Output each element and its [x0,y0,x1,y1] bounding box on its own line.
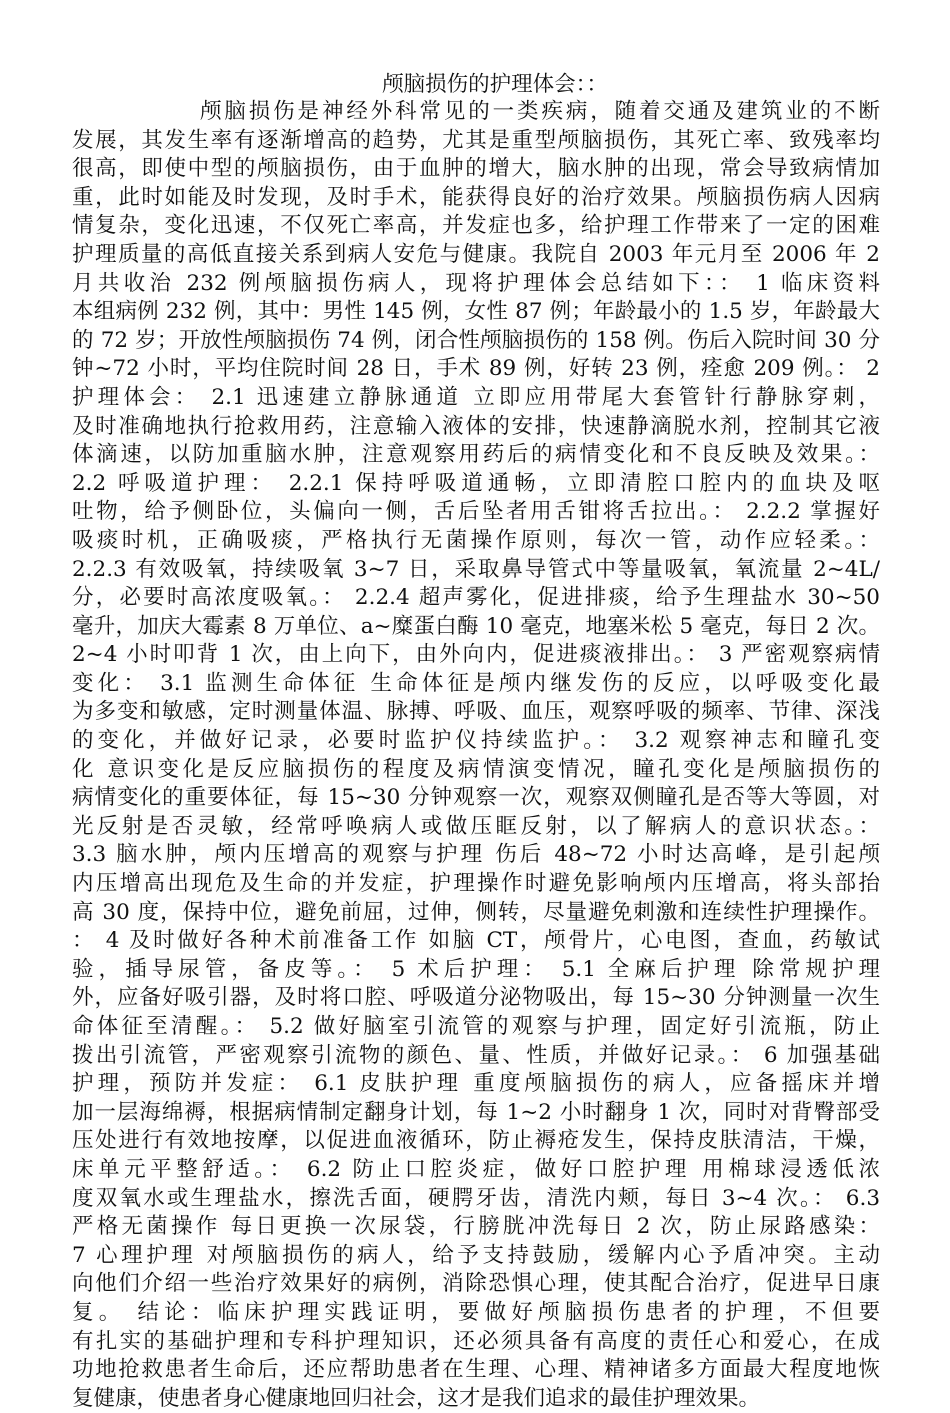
text-line: 颅脑损伤是神经外科常见的一类疾病，随着交通及建筑业的不断 [200,99,880,124]
text-line: 2~4 小时叩背 1 次，由上向下，由外向内，促进痰液排出。： 3 严密观察病情 [72,642,880,668]
text-line: 功地抢救患者生命后，还应帮助患者在生理、心理、精神诸多方面最大程度地恢 [72,1357,880,1383]
text-line: 7 心理护理 对颅脑损伤的病人，给予支持鼓励，缓解内心予盾冲突。主动 [72,1242,880,1268]
text-line: 的变化，并做好记录，必要时监护仪持续监护。： 3.2 观察神志和瞳孔变 [72,728,880,754]
text-line: 验，插导尿管，备皮等。： 5 术后护理： 5.1 全麻后护理 除常规护理 [72,956,880,982]
text-line: 及时准确地执行抢救用药，注意输入液体的安排，快速静滴脱水剂，控制其它液 [72,413,880,439]
text-line: 拨出引流管，严密观察引流物的颜色、量、性质，并做好记录。： 6 加强基础 [72,1042,880,1068]
text-line: 护理，预防并发症： 6.1 皮肤护理 重度颅脑损伤的病人，应备摇床并增 [72,1071,880,1097]
text-line: 命体征至清醒。： 5.2 做好脑室引流管的观察与护理，固定好引流瓶，防止 [72,1014,880,1039]
text-line: 分，必要时高浓度吸氧。： 2.2.4 超声雾化，促进排痰，给予生理盐水 30~50 [72,585,880,611]
document-title: 颅脑损伤的护理体会：： [382,72,608,97]
text-line: 高 30 度，保持中位，避免前屈，过伸，侧转，尽量避免刺激和连续性护理操作。 [72,899,880,925]
text-line: 变化： 3.1 监测生命体征 生命体征是颅内继发伤的反应，以呼吸变化最 [72,670,880,696]
text-line: 病情变化的重要体征，每 15~30 分钟观察一次，观察双侧瞳孔是否等大等圆，对 [72,785,880,811]
text-line: 2.2 呼吸道护理： 2.2.1 保持呼吸道通畅，立即清腔口腔内的血块及呕 [72,470,880,496]
text-line: 很高，即使中型的颅脑损伤，由于血肿的增大，脑水肿的出现，常会导致病情加 [72,156,880,182]
text-line: 内压增高出现危及生命的并发症，护理操作时避免影响颅内压增高，将头部抬 [72,871,880,897]
text-line: ： 4 及时做好各种术前准备工作 如脑 CT，颅骨片，心电图，查血，药敏试 [72,928,880,954]
text-line: 复。 结论：临床护理实践证明，要做好颅脑损伤患者的护理，不但要 [72,1299,880,1325]
text-line: 吐物，给予侧卧位，头偏向一侧，舌后坠者用舌钳将舌拉出。： 2.2.2 掌握好 [72,499,880,525]
text-line: 压处进行有效地按摩，以促进血液循环，防止褥疮发生，保持皮肤清洁，干燥， [72,1128,880,1154]
text-line: 严格无菌操作 每日更换一次尿袋，行膀胱冲洗每日 2 次，防止尿路感染： [72,1214,880,1240]
text-line: 护理质量的高低直接关系到病人安危与健康。我院自 2003 年元月至 2006 年 2 [72,241,880,267]
document-page [72,72,880,1413]
text-line: 发展，其发生率有逐渐增高的趋势，尤其是重型颅脑损伤，其死亡率、致残率均 [72,127,880,153]
text-line: 2.2.3 有效吸氧，持续吸氧 3~7 日，采取鼻导管式中等量吸氧，氧流量 2~4L/ [72,556,880,582]
text-line: 3.3 脑水肿，颅内压增高的观察与护理 伤后 48~72 小时达高峰，是引起颅 [72,842,880,868]
text-line: 外，应备好吸引器，及时将口腔、呼吸道分泌物吸出，每 15~30 分钟测量一次生 [72,985,880,1011]
text-line: 护理体会： 2.1 迅速建立静脉通道 立即应用带尾大套管针行静脉穿刺， [72,384,880,410]
text-line: 情复杂，变化迅速，不仅死亡率高，并发症也多，给护理工作带来了一定的困难 [72,213,880,239]
text-line: 光反射是否灵敏，经常呼唤病人或做压眶反射，以了解病人的意识状态。： [72,813,880,839]
text-line: 复健康，使患者身心健康地回归社会，这才是我们追求的最佳护理效果。 [72,1385,761,1411]
text-line: 重，此时如能及时发现，及时手术，能获得良好的治疗效果。颅脑损伤病人因病 [72,184,880,210]
text-line: 的 72 岁；开放性颅脑损伤 74 例，闭合性颅脑损伤的 158 例。伤后入院时间 30 分 [72,327,880,353]
text-line: 为多变和敏感，定时测量体温、脉搏、呼吸、血压，观察呼吸的频率、节律、深浅 [72,699,880,725]
text-line: 毫升，加庆大霉素 8 万单位、a~糜蛋白酶 10 毫克，地塞米松 5 毫克，每日 2 次。 [72,613,880,639]
text-line: 床单元平整舒适。： 6.2 防止口腔炎症，做好口腔护理 用棉球浸透低浓 [72,1156,880,1182]
text-line: 有扎实的基础护理和专科护理知识，还必须具备有高度的责任心和爱心，在成 [72,1328,880,1354]
text-line: 钟~72 小时，平均住院时间 28 日，手术 89 例，好转 23 例，痊愈 209 例。： 2 [72,356,880,382]
text-line: 加一层海绵褥，根据病情制定翻身计划，每 1~2 小时翻身 1 次，同时对背臀部受 [72,1099,880,1125]
text-line: 月共收治 232 例颅脑损伤病人，现将护理体会总结如下：： 1 临床资料 [72,270,880,296]
text-line: 度双氧水或生理盐水，擦洗舌面，硬腭牙齿，清洗内颊，每日 3~4 次。： 6.3 [72,1185,880,1211]
text-line: 向他们介绍一些治疗效果好的病例，消除恐惧心理，使其配合治疗，促进早日康 [72,1271,880,1297]
text-line: 吸痰时机，正确吸痰，严格执行无菌操作原则，每次一管，动作应轻柔。： [72,527,880,553]
text-line: 体滴速，以防加重脑水肿，注意观察用药后的病情变化和不良反映及效果。： [72,442,880,468]
text-line: 本组病例 232 例，其中：男性 145 例，女性 87 例；年龄最小的 1.5 岁，年龄最大 [72,299,880,325]
text-line: 化 意识变化是反应脑损伤的程度及病情演变情况，瞳孔变化是颅脑损伤的 [72,756,880,782]
document-body [72,98,880,1413]
